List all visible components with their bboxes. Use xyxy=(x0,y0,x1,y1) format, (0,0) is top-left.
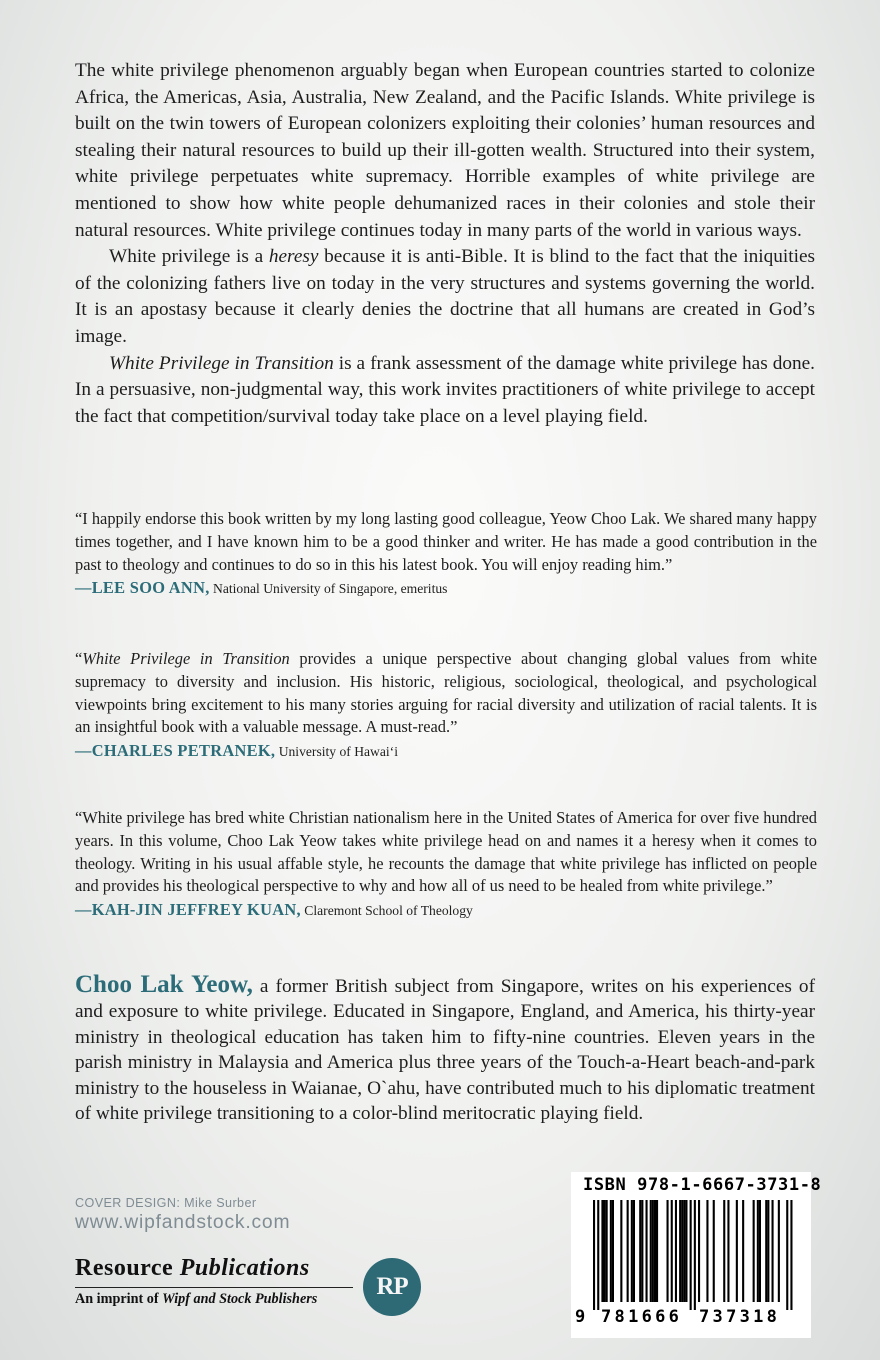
endorser-institution: Claremont School of Theology xyxy=(300,903,473,919)
barcode-bar xyxy=(767,1200,769,1302)
endorsement-quote: “I happily endorse this book written by my long lasting good colleague, Yeow Choo Lak. We shared many happy times together, and I have known him to be a good thinker and writer. He has made a good contribution in the past to theology and continues to do so in this his latest book. You will enjoy reading him.” xyxy=(75,509,817,574)
barcode-bar xyxy=(601,1200,603,1302)
barcode-bar xyxy=(675,1200,677,1302)
blurb-paragraph-1: The white privilege phenomenon arguably began when European countries started to colonize Africa, the Americas, Asia, Australia, New Zealand, and the Pacific Islands. White privilege is built on the twin towers of European colonizers exploiting their colonies’ human resources and stealing their natural resources to build up their ill-gotten wealth. Structured into their system, white privilege perpetuates white supremacy. Horrible examples of white privilege are mentioned to show how white people dehumanized races in their colonies and stole their natural resources. White privilege continues today in many parts of the world in various ways. xyxy=(75,60,815,241)
book-title-reference: White Privilege in Transition xyxy=(109,352,334,374)
publisher-imprint: An imprint of Wipf and Stock Publishers xyxy=(75,1291,318,1307)
endorser-institution: University of Hawai‘i xyxy=(275,744,398,760)
barcode-bar xyxy=(627,1200,629,1302)
endorser-institution: National University of Singapore, emeritus xyxy=(209,581,448,597)
barcode-bar xyxy=(713,1200,715,1302)
endorsement-attribution xyxy=(75,740,817,763)
blurb xyxy=(75,58,815,430)
barcode-bar xyxy=(757,1200,759,1302)
barcode-bar xyxy=(652,1200,654,1302)
barcode-bar xyxy=(639,1200,641,1302)
endorser-name: —LEE SOO ANN, xyxy=(75,578,210,598)
barcode-bar xyxy=(727,1200,729,1302)
heresy-emphasis: heresy xyxy=(268,246,319,268)
endorser-name: —KAH-JIN JEFFREY KUAN, xyxy=(75,900,301,920)
barcode-bar xyxy=(681,1200,683,1302)
credits xyxy=(75,1196,290,1234)
barcode-bar xyxy=(679,1200,681,1302)
endorsement-quote: “White privilege has bred white Christian nationalism here in the United States of America for over five hundred years. In this volume, Choo Lak Yeow takes white privilege head on and names it a heresy when it comes to theology. Writing in his usual affable style, he recounts the damage that white privilege has inflicted on people and provides his theological perspective to why and how all of us need to be healed from white privilege.” xyxy=(75,808,817,896)
barcode-bar xyxy=(610,1200,612,1302)
barcode-bar xyxy=(646,1200,648,1302)
publisher-block xyxy=(75,1255,435,1319)
endorsement-2 xyxy=(75,648,817,763)
barcode-bar xyxy=(772,1200,774,1302)
barcode-bar xyxy=(654,1200,656,1302)
barcode-bar xyxy=(641,1200,643,1302)
blurb-paragraph-2: White privilege is a heresy because it is anti-Bible. It is blind to the fact that the iniquities of the colonizing fathers live on today in the very structures and systems governing the world. It is an apostasy because it clearly denies the doctrine that all humans are created in God’s image. xyxy=(75,246,816,347)
barcode-bar xyxy=(606,1200,608,1302)
barcode-bar xyxy=(765,1200,767,1302)
barcode-bar xyxy=(706,1200,708,1302)
endorser-name: —CHARLES PETRANEK, xyxy=(75,741,276,761)
barcode-bar xyxy=(694,1200,696,1310)
barcode-bar xyxy=(759,1200,761,1302)
barcode-bar xyxy=(683,1200,685,1302)
barcode-bar xyxy=(620,1200,622,1302)
barcode-bar xyxy=(742,1200,744,1302)
barcode-bar xyxy=(753,1200,755,1302)
barcode-bar xyxy=(723,1200,725,1302)
barcode-bar xyxy=(790,1200,792,1310)
rp-logo-icon: RP xyxy=(363,1258,421,1316)
barcode-bar xyxy=(631,1200,633,1302)
barcode-bar xyxy=(633,1200,635,1302)
endorsement-quote: “White Privilege in Transition provides a unique perspective about changing global values from white supremacy to diversity and inclusion. His historic, religious, sociological, theological, and psychological viewpoints bring excitement to his many stories arguing for racial diversity and utilization of racial talents. It is an insightful book with a valuable message. A must-read.” xyxy=(75,649,817,737)
barcode-bar xyxy=(597,1200,599,1310)
barcode-bar xyxy=(656,1200,658,1302)
barcode-bar xyxy=(671,1200,673,1302)
barcode-bar xyxy=(593,1200,595,1310)
endorsement-attribution xyxy=(75,899,817,922)
isbn-barcode: ISBN 978-1-6667-3731-8 9 781666 737318 xyxy=(571,1172,811,1338)
book-title-reference: White Privilege in Transition xyxy=(82,649,290,668)
author-bio xyxy=(75,972,815,1126)
barcode-bar xyxy=(604,1200,606,1302)
barcode-bar xyxy=(786,1200,788,1310)
publisher-website: www.wipfandstock.com xyxy=(75,1212,291,1233)
cover-design-credit: COVER DESIGN: Mike Surber xyxy=(75,1196,257,1210)
isbn-number: ISBN 978-1-6667-3731-8 xyxy=(583,1175,822,1195)
barcode-bar xyxy=(650,1200,652,1302)
barcode-bar xyxy=(736,1200,738,1302)
barcode-bar xyxy=(698,1200,700,1302)
publisher-divider xyxy=(75,1287,353,1288)
barcode-bar xyxy=(778,1200,780,1302)
publisher-name: Resource Publications xyxy=(75,1255,310,1281)
bio-text: a former British subject from Singapore, writes on his experiences of and exposure to white privilege. Educated in Singapore, England, and America, his thirty-year ministry in theological education has taken him to fifty-nine countries. Eleven years in the parish ministry in Malaysia and America plus three years of the Touch-a-Heart beach-and-park ministry to the houseless in Waianae, O`ahu, have contributed much to his diplomatic treatment of white privilege transitioning to a color-blind meritocratic playing field. xyxy=(75,976,815,1125)
barcode-bar xyxy=(685,1200,687,1302)
barcode-bar xyxy=(612,1200,614,1302)
author-name: Choo Lak Yeow, xyxy=(75,971,253,998)
endorsement-3 xyxy=(75,807,817,922)
barcode-bar xyxy=(690,1200,692,1310)
endorsement-1 xyxy=(75,508,817,600)
endorsement-attribution xyxy=(75,577,817,600)
barcode-bar xyxy=(667,1200,669,1302)
blurb-paragraph-3: White Privilege in Transition is a frank assessment of the damage white privilege has done. In a persuasive, non-judgmental way, this work invites practitioners of white privilege to accept the fact that competition/survival today take place on a level playing field. xyxy=(75,352,815,427)
